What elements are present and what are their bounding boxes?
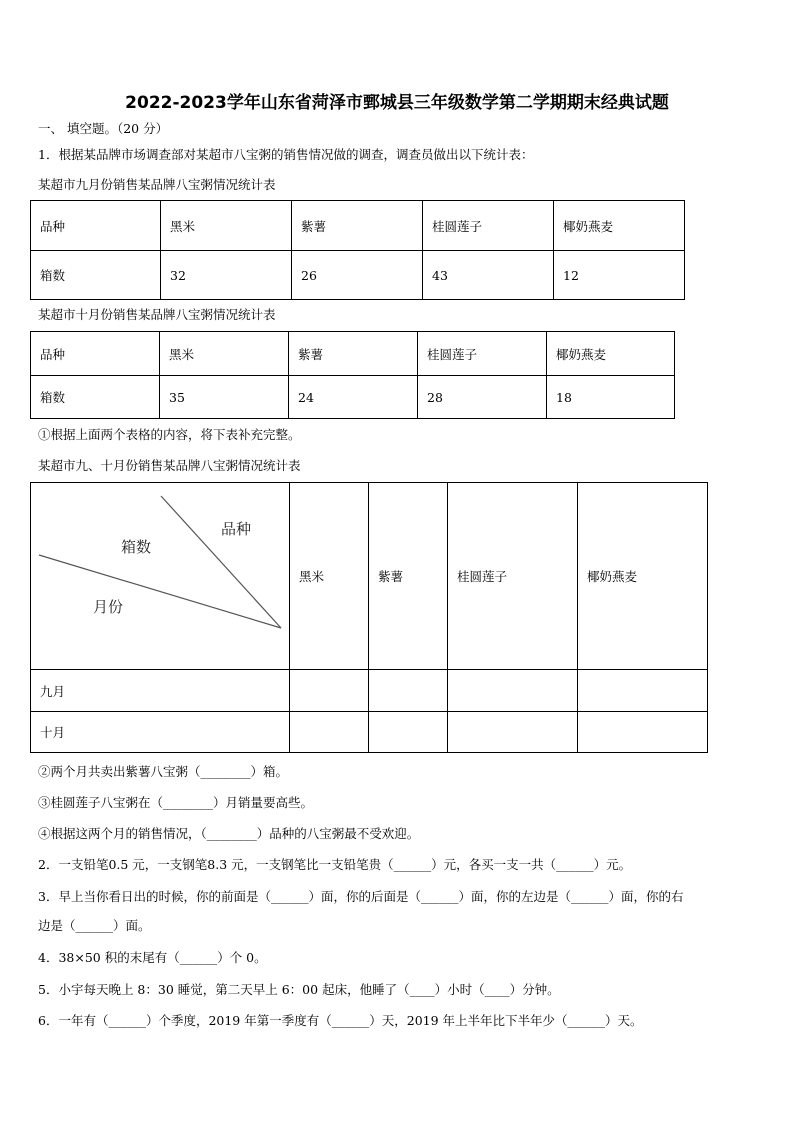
table-october <box>30 331 675 419</box>
table-header-cell: 紫薯 <box>369 483 448 670</box>
question-3-line-2: 边是（______）面。 <box>38 918 151 933</box>
table-september-caption: 某超市九月份销售某品牌八宝粥情况统计表 <box>38 177 276 192</box>
table-cell: 黑米 <box>161 201 292 251</box>
table-cell: 箱数 <box>31 376 160 419</box>
table-cell: 12 <box>554 251 685 300</box>
table-cell: 26 <box>292 251 423 300</box>
question-1-intro: 1．根据某品牌市场调查部对某超市八宝粥的销售情况做的调查，调查员做出以下统计表： <box>38 147 534 162</box>
table-row-label: 十月 <box>31 712 290 753</box>
table-header-cell: 黑米 <box>290 483 369 670</box>
question-5: 5．小宇每天晚上 8：30 睡觉，第二天早上 6：00 起床，他睡了（____）小时（____）分钟。 <box>38 982 560 997</box>
diagonal-lines <box>31 483 289 670</box>
table-september <box>30 200 685 300</box>
diag-label-boxes: 箱数 <box>121 538 152 556</box>
table-cell: 桂圆莲子 <box>423 201 554 251</box>
table-row-label: 九月 <box>31 670 290 712</box>
table-cell: 紫薯 <box>292 201 423 251</box>
table-cell: 32 <box>161 251 292 300</box>
sub-question-1: ①根据上面两个表格的内容，将下表补充完整。 <box>38 427 301 442</box>
answer-cell[interactable] <box>578 670 708 712</box>
question-3-line-1: 3．早上当你看日出的时候，你的前面是（______）面，你的后面是（______）面，你的左边是（______）面，你的右 <box>38 889 684 904</box>
table-cell: 黑米 <box>160 332 289 376</box>
question-2: 2．一支铅笔0.5 元，一支钢笔8.3 元，一支钢笔比一支铅笔贵（______）元，各买一支一共（______）元。 <box>38 857 632 872</box>
table-cell: 18 <box>547 376 675 419</box>
table-cell: 28 <box>418 376 547 419</box>
table-cell: 桂圆莲子 <box>418 332 547 376</box>
diag-label-month: 月份 <box>93 598 124 616</box>
table-combined-caption: 某超市九、十月份销售某品牌八宝粥情况统计表 <box>38 458 301 473</box>
diagonal-header-cell <box>31 483 290 670</box>
table-cell: 品种 <box>31 201 161 251</box>
answer-cell[interactable] <box>448 670 578 712</box>
table-cell: 43 <box>423 251 554 300</box>
answer-cell[interactable] <box>290 670 369 712</box>
table-cell: 紫薯 <box>289 332 418 376</box>
table-cell: 椰奶燕麦 <box>554 201 685 251</box>
table-cell: 箱数 <box>31 251 161 300</box>
page-title: 2022-2023学年山东省菏泽市鄄城县三年级数学第二学期期末经典试题 <box>125 93 669 113</box>
table-october-caption: 某超市十月份销售某品牌八宝粥情况统计表 <box>38 307 276 322</box>
table-cell: 品种 <box>31 332 160 376</box>
section-heading: 一、 填空题。（20 分） <box>38 121 169 136</box>
answer-cell[interactable] <box>578 712 708 753</box>
question-4: 4．38×50 积的末尾有（______）个 0。 <box>38 950 267 965</box>
question-6: 6．一年有（______）个季度，2019 年第一季度有（______）天，2019 年上半年比下半年少（______）天。 <box>38 1013 643 1028</box>
sub-question-3: ③桂圆莲子八宝粥在（________）月销量要高些。 <box>38 795 314 810</box>
table-header-cell: 椰奶燕麦 <box>578 483 708 670</box>
sub-question-4: ④根据这两个月的销售情况，（________）品种的八宝粥最不受欢迎。 <box>38 826 420 841</box>
table-cell: 椰奶燕麦 <box>547 332 675 376</box>
answer-cell[interactable] <box>369 670 448 712</box>
diag-label-variety: 品种 <box>221 520 252 538</box>
sub-question-2: ②两个月共卖出紫薯八宝粥（________）箱。 <box>38 764 289 779</box>
answer-cell[interactable] <box>448 712 578 753</box>
table-header-cell: 桂圆莲子 <box>448 483 578 670</box>
table-cell: 24 <box>289 376 418 419</box>
table-combined <box>30 482 708 753</box>
table-cell: 35 <box>160 376 289 419</box>
answer-cell[interactable] <box>369 712 448 753</box>
answer-cell[interactable] <box>290 712 369 753</box>
